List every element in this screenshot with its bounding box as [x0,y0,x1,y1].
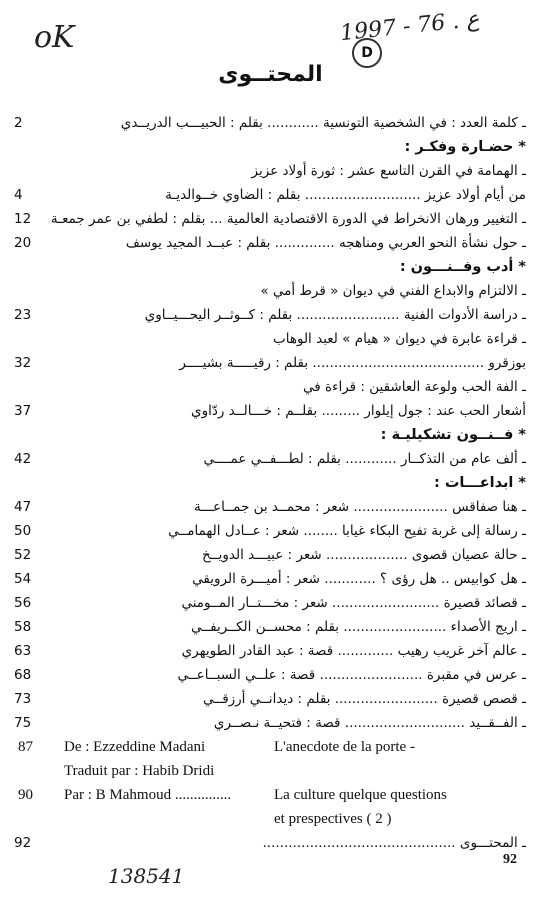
toc-page-number: 20 [14,235,32,251]
toc-entry-text: Traduit par : Habib Dridi [64,763,215,779]
handwritten-ok: oK [34,20,75,55]
toc-entry-text: ـ عالم آخر غريب رهيب ............. قصة : عبد القادر الطويهري [181,643,526,659]
toc-page-number: 58 [14,619,32,635]
toc-entry [14,280,526,304]
toc-entry-text: ـ ألف عام من التذكــار ............ بقلم : لطـــفــي عمــــي [203,451,526,467]
toc-entry [14,784,526,808]
toc-entry-text: Par : B Mahmoud ............... [64,787,232,803]
toc-entry-text: ـ هنا صفاقس ...................... شعر : محمــد بن جمــاعـــة [193,499,526,515]
toc-entry [14,232,526,256]
toc-entry [14,616,526,640]
toc-entry-text: L'anecdote de la porte - [274,739,415,755]
toc-page-number: 50 [14,523,32,539]
toc-entry [14,712,526,736]
toc-entry-text: ـ حالة عصيان قصوى ................... شعر : عبيـــد الدويــخ [201,547,526,563]
toc-entry [14,808,526,832]
toc-page-number: 32 [14,355,32,371]
toc-entry-text: أشعار الحب عند : جول إيلوار ......... بقلــم : خـــالــد ردّاوي [191,403,526,419]
toc-entry-text: * ابداعـــات : [433,475,526,491]
toc-entry [14,184,526,208]
toc-entry-text: La culture quelque questions [274,787,447,803]
toc-page-number: 90 [18,787,33,803]
toc-entry [14,208,526,232]
toc-page-number: 75 [14,715,32,731]
toc-entry-text: ـ قصص قصيرة ........................ بقلم : ديدانــي أرزقــي [203,691,526,707]
toc-page-number: 4 [14,187,23,203]
toc-page-number: 42 [14,451,32,467]
handwritten-reference: 1997 - 76 . ع [339,6,481,47]
toc-entry-text: ـ قصائد قصيرة ......................... شعر : مخـــتــار المــومني [181,595,526,611]
toc-page-number: 63 [14,643,32,659]
toc-entry-text: De : Ezzeddine Madani [64,739,206,755]
toc-entry [14,376,526,400]
toc-entry [14,736,526,760]
page-title: المحتــوى [218,62,323,87]
toc-entry [14,640,526,664]
toc-page-number: 47 [14,499,32,515]
library-stamp: D [352,38,382,68]
toc-entry [14,544,526,568]
toc-entry [14,112,526,136]
toc-page-number: 2 [14,115,23,131]
toc-entry [14,496,526,520]
page-number: 92 [503,852,517,867]
toc-entry-text: ـ الفة الحب ولوعة العاشقين : قراءة في [303,379,526,395]
toc-entry-text: ـ رسالة إلى غربة تفيح البكاء غيابا ........ شعر : عــادل الهمامــي [168,523,526,539]
toc-entry [14,592,526,616]
toc-entry-text: ـ عرس في مقبرة ........................ قصة : علــي السبــاعــي [177,667,526,683]
toc-entry [14,664,526,688]
toc-entry-text: * حضـارة وفكـر : [404,139,526,155]
toc-entry [14,568,526,592]
toc-entry [14,760,526,784]
toc-page-number: 52 [14,547,32,563]
toc-entry-text: من أيام أولاد عزيز ........................... بقلم : الضاوي خــوالديـة [165,187,526,203]
toc-entry [14,832,526,856]
handwritten-serial: 138541 [108,864,185,888]
toc-entry-text: et prespectives ( 2 ) [274,811,392,827]
toc-page-number: 73 [14,691,32,707]
toc-entry [14,304,526,328]
toc-entry [14,448,526,472]
toc-page-number: 12 [14,211,32,227]
toc-entry [14,160,526,184]
toc-page-number: 37 [14,403,32,419]
toc-entry-text: ـ الفــقــيد ............................ قصة : فتحيــة نـصــري [213,715,526,731]
toc-entry [14,400,526,424]
toc-entry [14,328,526,352]
toc-entry-text: ـ الالتزام والابداع الفني في ديوان « قرط أمي » [260,283,526,299]
toc-entry [14,520,526,544]
toc-entry-text: ـ التغيير ورهان الانخراط في الدورة الاقتصادية العالمية ... بقلم : لطفي بن عمر جمعـة [50,211,526,227]
table-of-contents [14,112,526,856]
toc-entry-text: ـ قراءة عابرة في ديوان « هيام » لعبد الوهاب [273,331,526,347]
toc-page-number: 68 [14,667,32,683]
toc-entry-text: ـ دراسة الأدوات الفنية ........................ بقلم : كــوثــر اليحـــيــاوي [144,307,526,323]
toc-entry-text: ـ كلمة العدد : في الشخصية التونسية ............ بقلم : الحبيـــب الدريــدي [120,115,526,131]
toc-entry-text: ـ حول نشأة النحو العربي ومناهجه .............. بقلم : عبــد المجيد يوسف [125,235,526,251]
section-heading [14,136,526,160]
toc-page-number: 54 [14,571,32,587]
toc-page-number: 87 [18,739,33,755]
toc-page-number: 56 [14,595,32,611]
toc-entry-text: بوزقرو ........................................ بقلم : رقيـــــة بشيــــر [179,355,526,371]
toc-entry-text: ـ هل كوابيس .. هل رؤى ؟ ............ شعر : أميـــرة الرويقي [192,571,526,587]
toc-page-number: 92 [14,835,32,851]
toc-entry [14,352,526,376]
toc-page-number: 23 [14,307,32,323]
toc-entry-text: ـ الهمامة في القرن التاسع عشر : ثورة أولاد عزيز [251,163,526,179]
toc-entry-text: * أدب وفــنـــون : [399,259,526,275]
section-heading [14,256,526,280]
toc-entry-text: * فــنــون تشكيليـة : [380,427,526,443]
section-heading [14,472,526,496]
toc-entry [14,688,526,712]
toc-entry-text: ـ المحتـــوى ............................................. [262,835,526,851]
toc-entry-text: ـ اريج الأصداء ........................ بقلم : محســن الكــريفــي [190,619,526,635]
section-heading [14,424,526,448]
